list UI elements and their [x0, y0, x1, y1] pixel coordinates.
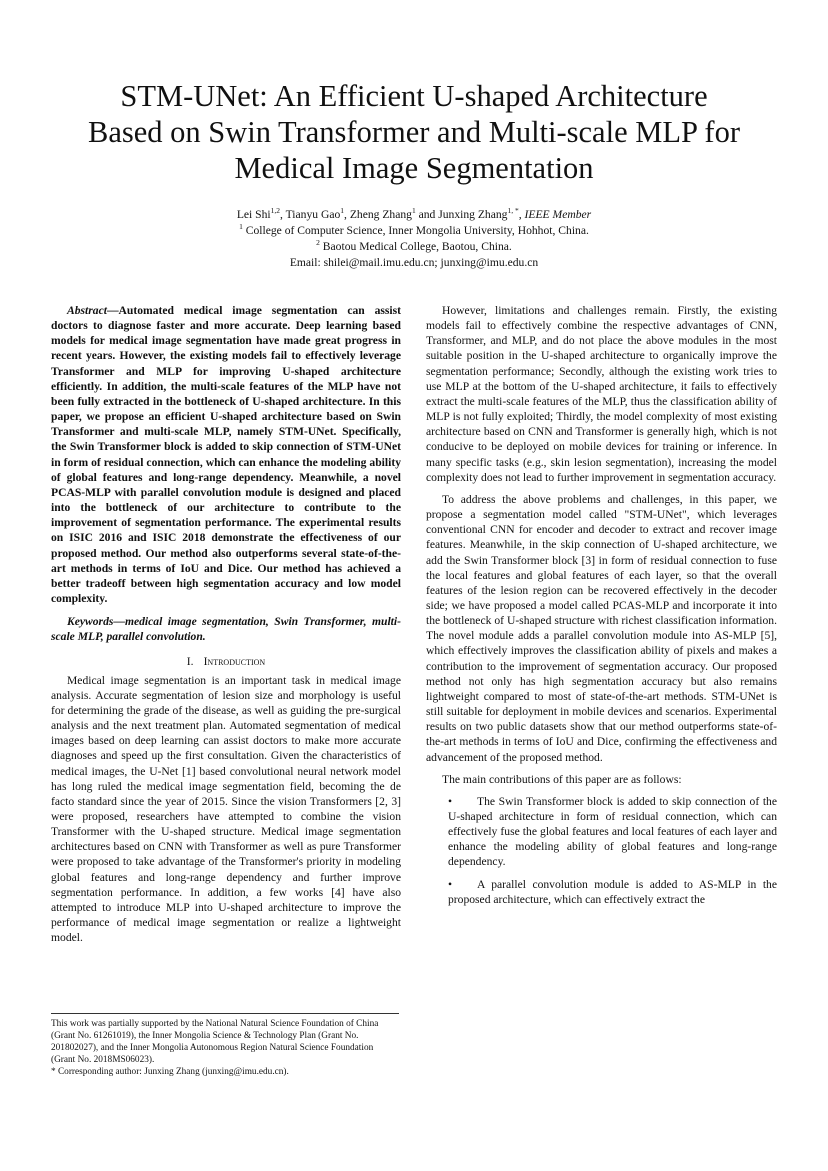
paper-title: [40, 78, 788, 186]
author-block: [0, 207, 828, 271]
left-column: [51, 303, 401, 945]
author-name: and Junxing Zhang: [415, 208, 508, 221]
section-heading: [51, 654, 401, 669]
keywords: Keywords—medical image segmentation, Swin Transformer, multi-scale MLP, parallel convolution.: [51, 615, 401, 644]
body-paragraph: However, limitations and challenges remain. Firstly, the existing models fail to effectively combine the respective advantages of CNN, Transformer, and MLP, and do not place the above modules in the most suitable position in the U-shaped architecture to organically improve the segmentation performance; Secondly, although the existing work tries to use MLP at the bottom of the U-shaped architecture, it fails to effectively extract the multi-scale features of the MLP, thus the classification ability of MLP is not fully exploited; Thirdly, the model complexity of most existing architecture based on CNN and Transformer is generally high, which is not conducive to be deployed on mobile devices for training or inference. In many specific tasks (e.g., skin lesion segmentation), increasing the model complexity does not lead to further improvement in segmentation accuracy.: [426, 304, 777, 484]
affiliation-2: [0, 239, 828, 255]
body-paragraph: The main contributions of this paper are as follows:: [442, 772, 682, 786]
abstract-label: Abstract: [67, 304, 107, 317]
abstract: [51, 303, 401, 606]
contribution-text: A parallel convolution module is added to AS-MLP in the proposed architecture, which can effectively extract the: [448, 877, 777, 906]
affiliation-text: College of Computer Science, Inner Mongolia University, Hohhot, China.: [242, 224, 589, 237]
author-name: , Zheng Zhang: [344, 208, 412, 221]
title-line: STM-UNet: An Efficient U-shaped Architecture: [120, 79, 708, 113]
author-name: Lei Shi: [236, 208, 271, 221]
contribution-item: [426, 794, 777, 870]
affiliation-mark: 2: [316, 238, 320, 247]
member-grade: , IEEE Member: [518, 208, 592, 221]
contribution-item: [426, 877, 777, 907]
abstract-text: —Automated medical image segmentation can assist doctors to diagnose faster and more accurate. Deep learning based models for medical image segmentation have made great progress in recent years. However, the existing models fail to effectively leverage Transformer and MLP for improving U-shaped architecture efficiently. In addition, the multi-scale features of the MLP have not been fully extracted in the bottleneck of U-shaped architecture. In this paper, we propose an efficient U-shaped architecture based on Swin Transformer and multi-scale MLP, namely STM-UNet. Specifically, the Swin Transformer block is added to skip connection of STM-UNet in form of residual connection, which can enhance the modeling ability of global features and long-range dependency. Meanwhile, a novel PCAS-MLP with parallel convolution module is designed and placed into the bottleneck of our architecture to contribute to the improvement of segmentation performance. The experimental results on ISIC 2016 and ISIC 2018 demonstrate the effectiveness of our proposed method. Our method also outperforms several state-of-the-art methods in terms of IoU and Dice. Our method has achieved a better tradeoff between high segmentation accuracy and low model complexity.: [51, 304, 401, 605]
affiliation-mark: 1: [411, 206, 416, 215]
author-list: [0, 207, 828, 223]
funding-note: This work was partially supported by the National Natural Science Foundation of China (Grant No. 61261019), the Inner Mongolia Science & Technology Plan (Grant No. 201802027), and the Inner Mongolia Autonomous Region Natural Science Foundation (Grant No. 2018MS06023).: [51, 1019, 379, 1065]
affiliation-1: [0, 223, 828, 239]
affiliation-mark: 1, *: [507, 206, 519, 215]
author-name: , Tianyu Gao: [280, 208, 341, 221]
right-column: [426, 303, 777, 907]
footnote-divider: [51, 1013, 399, 1014]
title-line: Medical Image Segmentation: [234, 151, 594, 185]
affiliation-text: Baotou Medical College, Baotou, China.: [319, 240, 512, 253]
footnote: [51, 1018, 399, 1078]
corresponding-author-note: * Corresponding author: Junxing Zhang (junxing@imu.edu.cn).: [51, 1067, 289, 1077]
bullet-icon: •: [448, 877, 453, 891]
intro-paragraph: Medical image segmentation is an important task in medical image analysis. Accurate segmentation of lesion size and morphology is useful for determining the grade of the disease, as well as guiding the pre-surgical analysis and the next treatment plan. Automated segmentation of medical images based on deep learning can assist doctors to make more accurate diagnoses and speed up the first consultation. Given the characteristics of medical images, the U-Net [1] based convolutional neural network model has long ruled the medical image segmentation field, becoming the de facto standard since the year of 2015. Since the vision Transformers [2, 3] were proposed, researchers have attempted to combine the vision Transformer with the U-shaped structure. Medical image segmentation architectures based on CNN with Transformer as well as pure Transformer were proposed to take advantage of the Transformer's priority in modeling global features and long-range dependency and further improve segmentation performance. In addition, a few works [4] have also attempted to introduce MLP into U-shaped architecture to improve the performance of medical image segmentation or realize a lightweight model.: [51, 673, 401, 945]
title-line: Based on Swin Transformer and Multi-scale MLP for: [87, 115, 740, 149]
affiliation-mark: 1,2: [270, 206, 281, 215]
body-paragraph: To address the above problems and challenges, in this paper, we propose a segmentation model called "STM-UNet", which leverages conventional CNN for encoder and decoder to extract and recover image features. Meanwhile, in the skip connection of U-shaped architecture, we add the Swin Transformer block [3] in form of residual connection to fuse the local features and global features of each layer, so that the overall features of the lesion region can be recovered effectively in the decoder side; we have proposed a model called PCAS-MLP and incorporate it into the bottleneck of U-shaped structure with richest classification information. The novel module adds a parallel convolution module into AS-MLP [5], which effectively improves the classification ability of pixels and makes a contribution to the improvement of segmentation accuracy. Our proposed method not only has high segmentation accuracy but also remains lightweight compared to most of state-of-the-art methods. STM-UNet is still suitable for deployment in mobile devices and scenarios. Experimental results on two public datasets show that our method outperforms state-of-the-art methods in terms of IoU and Dice, confirming the effectiveness and advancement of the proposed method.: [426, 492, 777, 764]
contribution-text: The Swin Transformer block is added to skip connection of the U-shaped architecture in form of residual connection, which can effectively fuse the global features and local features of each layer and enhance the modeling ability of global features and long-range dependency.: [448, 794, 777, 869]
author-email: Email: shilei@mail.imu.edu.cn; junxing@imu.edu.cn: [289, 256, 539, 269]
bullet-icon: •: [448, 794, 453, 808]
affiliation-mark: 1: [340, 206, 345, 215]
section-number: I.: [186, 655, 194, 669]
affiliation-mark: 1: [239, 222, 243, 231]
section-title: Introduction: [203, 655, 266, 669]
